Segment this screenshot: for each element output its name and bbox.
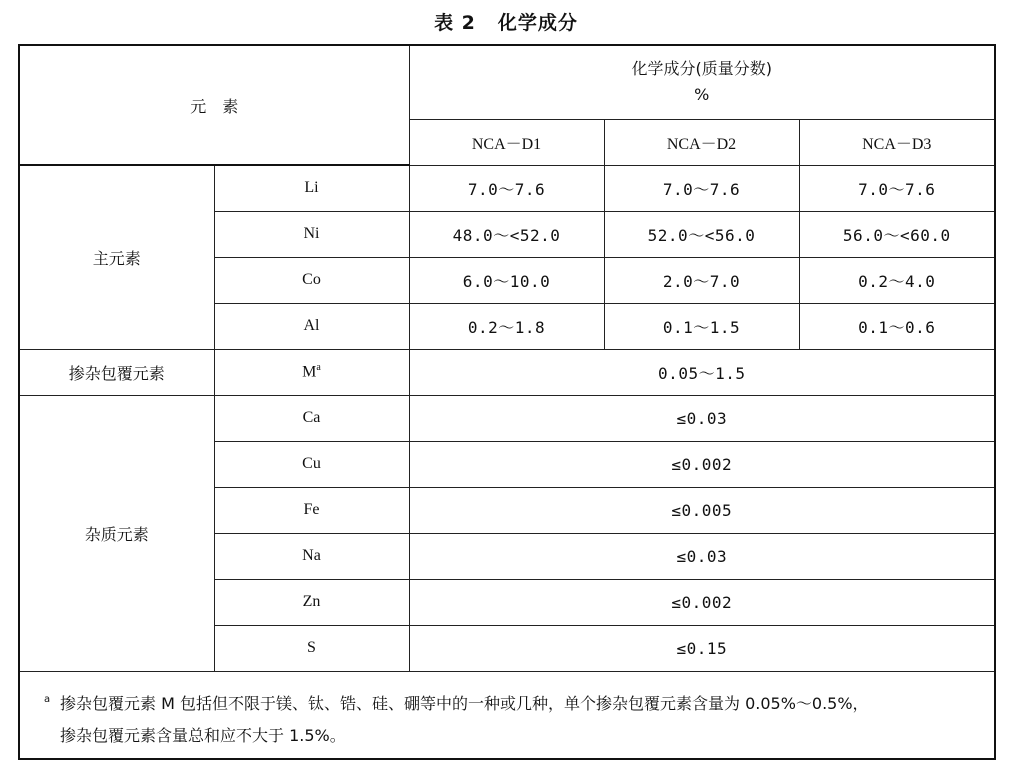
ni-d3: 56.0～<60.0	[799, 211, 995, 257]
composition-table	[18, 44, 996, 760]
footnote-mark: a	[44, 693, 51, 705]
element-cu: Cu	[214, 441, 409, 487]
dopant-value: 0.05～1.5	[409, 349, 995, 395]
ca-value: ≤0.03	[409, 395, 995, 441]
co-d2: 2.0～7.0	[604, 257, 799, 303]
element-ca: Ca	[214, 395, 409, 441]
fe-value: ≤0.005	[409, 487, 995, 533]
element-m-symbol: M	[302, 363, 317, 381]
na-value: ≤0.03	[409, 533, 995, 579]
element-fe: Fe	[214, 487, 409, 533]
element-na: Na	[214, 533, 409, 579]
element-li: Li	[214, 165, 409, 211]
ni-d1: 48.0～<52.0	[409, 211, 604, 257]
main-group-label: 主元素	[19, 165, 214, 349]
header-grade-d1: NCA－D1	[409, 119, 604, 165]
footnote	[44, 688, 984, 752]
al-d1: 0.2～1.8	[409, 303, 604, 349]
element-al: Al	[214, 303, 409, 349]
header-element: 元 素	[19, 45, 409, 165]
ni-d2: 52.0～<56.0	[604, 211, 799, 257]
table-title-text: 化学成分	[497, 12, 578, 34]
li-d2: 7.0～7.6	[604, 165, 799, 211]
header-grade-d2: NCA－D2	[604, 119, 799, 165]
s-value: ≤0.15	[409, 625, 995, 671]
footnote-line2: 掺杂包覆元素含量总和应不大于 1.5%。	[60, 725, 346, 745]
header-grade-d3: NCA－D3	[799, 119, 995, 165]
li-d3: 7.0～7.6	[799, 165, 995, 211]
header-composition	[409, 45, 995, 119]
element-s: S	[214, 625, 409, 671]
element-co: Co	[214, 257, 409, 303]
header-composition-unit: %	[694, 85, 710, 105]
co-d1: 6.0～10.0	[409, 257, 604, 303]
element-zn: Zn	[214, 579, 409, 625]
li-d1: 7.0～7.6	[409, 165, 604, 211]
element-m-mark: a	[316, 362, 321, 374]
header-composition-line1: 化学成分(质量分数)	[631, 59, 773, 79]
table-number: 表 2	[434, 12, 476, 34]
element-m	[214, 349, 409, 395]
table-title	[0, 8, 1012, 35]
footnote-line1: 掺杂包覆元素 M 包括但不限于镁、钛、锆、硅、硼等中的一种或几种，单个掺杂包覆元素含量为 0.05%～0.5%，	[60, 693, 869, 713]
zn-value: ≤0.002	[409, 579, 995, 625]
al-d3: 0.1～0.6	[799, 303, 995, 349]
al-d2: 0.1～1.5	[604, 303, 799, 349]
cu-value: ≤0.002	[409, 441, 995, 487]
co-d3: 0.2～4.0	[799, 257, 995, 303]
impurity-group-label: 杂质元素	[19, 395, 214, 671]
dopant-label: 掺杂包覆元素	[19, 349, 214, 395]
element-ni: Ni	[214, 211, 409, 257]
footnote-cell	[19, 671, 995, 759]
